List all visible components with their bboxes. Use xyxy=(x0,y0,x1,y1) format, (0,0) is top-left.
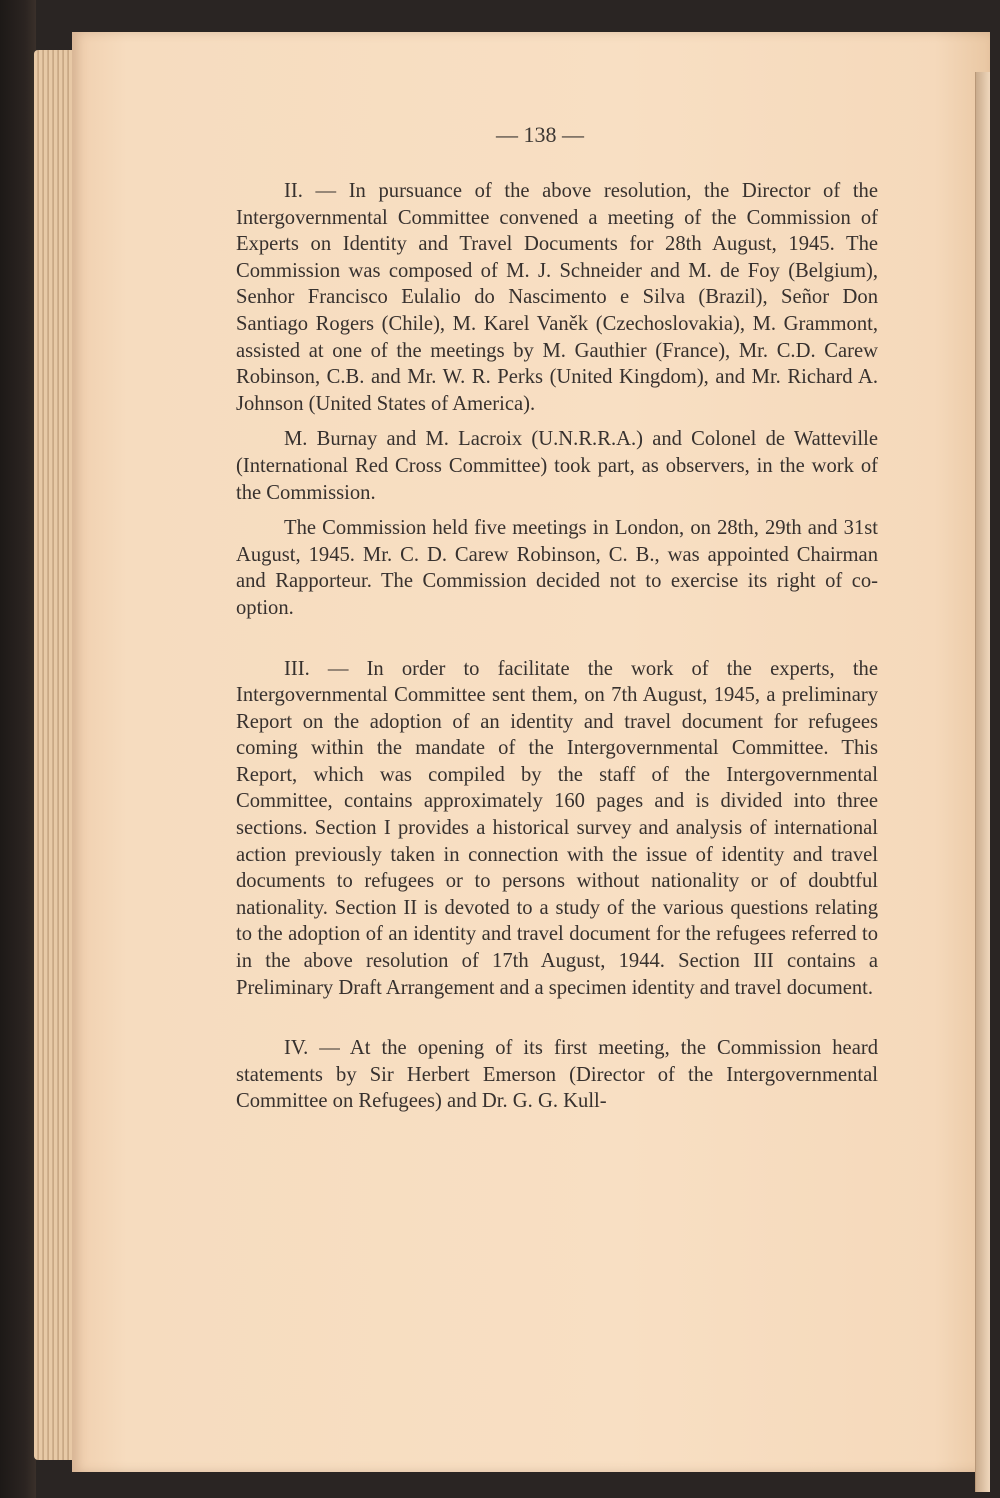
paragraph-iv: IV. — At the opening of its first meeting, the Commission heard statements by Sir Herbert Emerson (Director of the Intergovernmental Committee on Refugees) and Dr. G. G. Kull- xyxy=(236,1037,878,1113)
paragraph-ii: II. — In pursuance of the above resolution, the Director of the Intergovernmental Committee convened a meeting of the Commission of Experts on Identity and Travel Documents for 28th August, 1945. The Commission was composed of M. J. Schneider and M. de Foy (Belgium), Senhor Francisco Eulalio do Nascimento e Silva (Brazil), Señor Don Santiago Rogers (Chile), M. Karel Vaněk (Czechoslovakia), M. Grammont, assisted at one of the meetings by M. Gauthier (France), Mr. C.D. Carew Robinson, C.B. and Mr. W. R. Perks (United Kingdom), and Mr. Richard A. Johnson (United States of America). xyxy=(236,180,878,415)
page-number: — 138 — xyxy=(496,122,584,147)
scan-background xyxy=(0,0,36,1498)
body-text xyxy=(236,178,878,1115)
page-gutter xyxy=(975,72,990,1492)
paragraph-iii: III. — In order to facilitate the work of the experts, the Intergovernmental Committee sent them, on 7th August, 1945, a preliminary Report on the adoption of an identity and travel document for refugees coming within the mandate of the Intergovernmental Committee. This Report, which was compiled by the staff of the Intergovernmental Committee, contains approximately 160 pages and is divided into three sections. Section I provides a historical survey and analysis of international action previously taken in connection with the issue of identity and travel documents to refugees or to persons without nationality or of doubtful nationality. Section II is devoted to a study of the various questions relating to the adoption of an identity and travel document for the refugees referred to in the above resolution of 17th August, 1944. Section III contains a Preliminary Draft Arrangement and a specimen identity and travel document. xyxy=(236,657,878,999)
page-stack-edge xyxy=(34,50,74,1460)
paragraph-meetings: The Commission held five meetings in London, on 28th, 29th and 31st August, 1945. Mr. C. D. Carew Robinson, C. B., was appointed Chairman and Rapporteur. The Commission decided not to exercise its right of co-option. xyxy=(236,517,878,619)
paragraph-observers: M. Burnay and M. Lacroix (U.N.R.R.A.) and Colonel de Watteville (International Red Cross Committee) took part, as observers, in the work of the Commission. xyxy=(236,428,878,504)
